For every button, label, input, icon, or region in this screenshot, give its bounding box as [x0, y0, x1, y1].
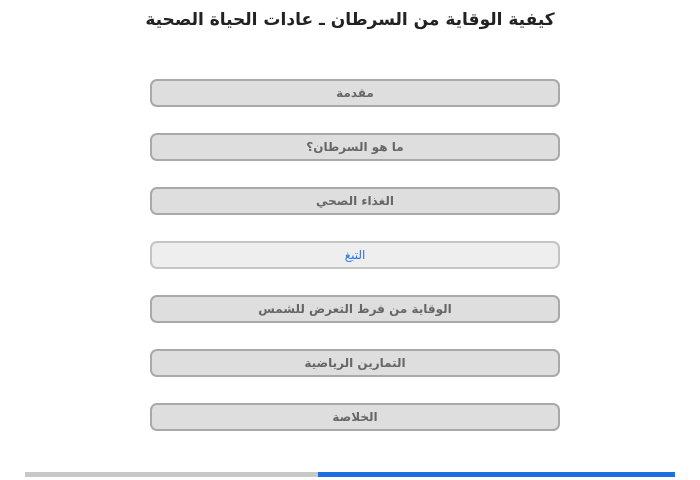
menu-item-conclusion[interactable]: الخلاصة [150, 403, 560, 431]
menu-item-sun-protection[interactable]: الوقاية من فرط التعرض للشمس [150, 295, 560, 323]
menu-item-introduction[interactable]: مقدمة [150, 79, 560, 107]
menu-item-tobacco[interactable]: التبغ [150, 241, 560, 269]
progress-bar [25, 472, 675, 477]
menu-item-exercise[interactable]: التمارين الرياضية [150, 349, 560, 377]
chapter-menu [150, 79, 560, 457]
menu-item-what-is-cancer[interactable]: ما هو السرطان؟ [150, 133, 560, 161]
page-title: كيفية الوقاية من السرطان ـ عادات الحياة الصحية [145, 10, 555, 30]
progress-bar-fill [25, 472, 318, 477]
menu-item-healthy-food[interactable]: الغذاء الصحي [150, 187, 560, 215]
